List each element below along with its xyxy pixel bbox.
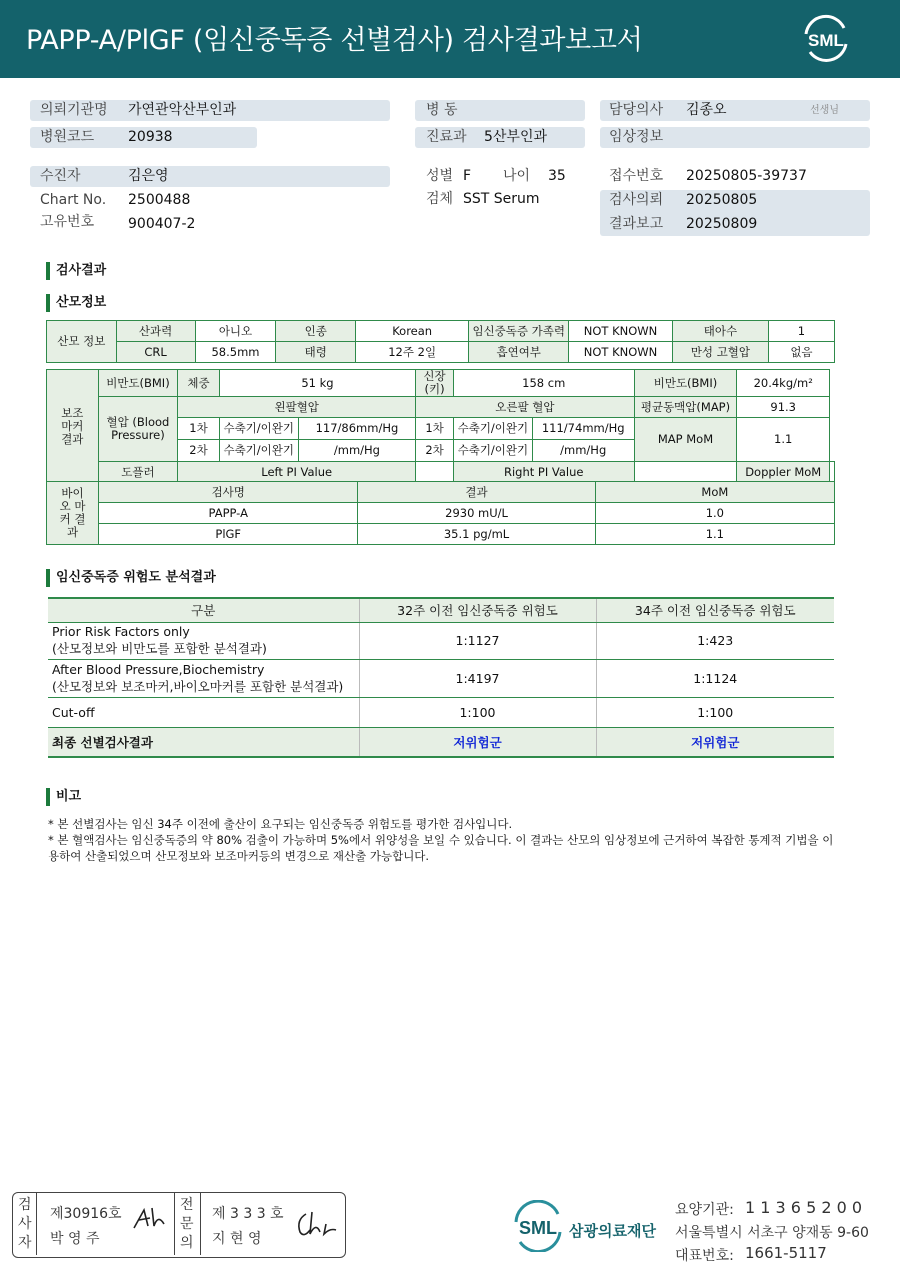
cell: 20.4kg/m²	[737, 370, 830, 397]
cell: 최종 선별검사결과	[48, 727, 359, 757]
clinical-label: 임상정보	[609, 129, 664, 145]
cell: 1:1124	[596, 659, 834, 697]
receipt-value: 20250805-39737	[686, 168, 807, 184]
cell: 흡연여부	[469, 342, 569, 363]
cell: 체중	[178, 370, 220, 397]
address: 서울특별시 서초구 양재동 9-60	[675, 1225, 869, 1241]
report-label: 결과보고	[609, 216, 664, 232]
cell: 수축기/이완기	[219, 418, 298, 440]
cell: 평균동맥압(MAP)	[634, 397, 737, 418]
section-risk: 임신중독증 위험도 분석결과	[46, 569, 216, 587]
dept-label: 진료과	[426, 129, 467, 145]
facility-code: 1 1 3 6 5 2 0 0	[745, 1198, 863, 1217]
age-label: 나이	[503, 168, 531, 184]
cell: 1:1127	[359, 622, 596, 659]
dept-value: 5산부인과	[484, 129, 548, 145]
cell: 12주 2일	[355, 342, 468, 363]
section-maternal: 산모정보	[46, 294, 106, 312]
risk-label-a: Prior Risk Factors only	[52, 624, 190, 639]
age-value: 35	[548, 168, 566, 184]
cell: 32주 이전 임신중독증 위험도	[359, 598, 596, 622]
examiner-name: 박 영 주	[50, 1231, 100, 1247]
cell: 아니오	[195, 321, 276, 342]
cell: 1차	[416, 418, 454, 440]
cell: 신장(키)	[416, 370, 454, 397]
cell: 수축기/이완기	[219, 440, 298, 462]
doctor-label: 담당의사	[609, 102, 664, 118]
divider	[174, 1193, 175, 1255]
cell: 수축기/이완기	[453, 440, 532, 462]
sex-value: F	[463, 168, 472, 184]
cell	[416, 462, 454, 483]
id-value: 900407-2	[128, 216, 196, 232]
risk-label-b: (산모정보와 비만도를 포함한 분석결과)	[52, 641, 267, 656]
bp-label: 혈압 (Blood Pressure)	[98, 397, 178, 462]
risk-row-label	[48, 659, 359, 697]
phone: 1661-5117	[745, 1244, 827, 1262]
cell: NOT KNOWN	[569, 342, 673, 363]
cell: 산과력	[116, 321, 195, 342]
cell: Right PI Value	[453, 462, 634, 483]
remark-1: * 본 선별검사는 임신 34주 이전에 출산이 요구되는 임신중독증 위험도를 평가한 검사입니다.	[48, 817, 513, 831]
cell: 구분	[48, 598, 359, 622]
final-result-32: 저위험군	[359, 727, 596, 757]
chart-value: 2500488	[128, 192, 191, 208]
patient-row	[30, 166, 390, 187]
request-value: 20250805	[686, 192, 758, 208]
cell: 35.1 pg/mL	[358, 524, 595, 545]
cell: 1.0	[595, 503, 834, 524]
cell	[634, 462, 737, 483]
cell: 태령	[276, 342, 356, 363]
cell: 1:100	[359, 697, 596, 727]
cell: 117/86mm/Hg	[298, 418, 415, 440]
section-result: 검사결과	[46, 262, 106, 280]
patient-label: 수진자	[40, 168, 81, 184]
risk-table	[48, 597, 834, 758]
report-value: 20250809	[686, 216, 758, 232]
cell: 34주 이전 임신중독증 위험도	[596, 598, 834, 622]
cell: 수축기/이완기	[453, 418, 532, 440]
cell: 2차	[416, 440, 454, 462]
cell: PAPP-A	[99, 503, 358, 524]
hospital-value: 가연관악산부인과	[128, 102, 237, 118]
code-value: 20938	[128, 129, 173, 145]
final-result-34: 저위험군	[596, 727, 834, 757]
ward-label: 병 동	[426, 102, 458, 118]
aux-marker-table	[46, 369, 835, 483]
facility-code-label: 요양기관:	[675, 1202, 734, 1218]
svg-text:SML: SML	[519, 1218, 557, 1238]
signature-2	[294, 1208, 340, 1242]
cell: 검사명	[99, 482, 358, 503]
cell: 158 cm	[453, 370, 634, 397]
cell: PlGF	[99, 524, 358, 545]
code-label: 병원코드	[40, 129, 95, 145]
cell: 없음	[768, 342, 834, 363]
specimen-label: 검체	[426, 191, 454, 207]
cell: NOT KNOWN	[569, 321, 673, 342]
cell: 비만도(BMI)	[98, 370, 178, 397]
hospital-label: 의뢰기관명	[40, 102, 108, 118]
cell: 오른팔 혈압	[416, 397, 634, 418]
cell: MAP MoM	[634, 418, 737, 462]
cell: 1:100	[596, 697, 834, 727]
cell: 1:423	[596, 622, 834, 659]
divider	[200, 1193, 201, 1255]
cell: 도플러	[98, 462, 178, 483]
cell: 1.1	[737, 418, 830, 462]
sex-label: 성별	[426, 168, 454, 184]
cell: MoM	[595, 482, 834, 503]
chart-label: Chart No.	[40, 192, 107, 208]
cell: 왼팔혈압	[178, 397, 416, 418]
cell: 1	[768, 321, 834, 342]
cell: CRL	[116, 342, 195, 363]
cell: 91.3	[737, 397, 830, 418]
examiner-vertical: 검 사 자	[18, 1197, 32, 1251]
id-label: 고유번호	[40, 214, 95, 230]
receipt-label: 접수번호	[609, 168, 664, 184]
cell: 1차	[178, 418, 220, 440]
signature-1	[130, 1204, 168, 1234]
cell: /mm/Hg	[532, 440, 634, 462]
cell: 만성 고혈압	[672, 342, 768, 363]
cell: 58.5mm	[195, 342, 276, 363]
cell: 2930 mU/L	[358, 503, 595, 524]
sml-logo	[800, 14, 852, 62]
cell: /mm/Hg	[298, 440, 415, 462]
risk-label-b: (산모정보와 보조마커,바이오마커를 포함한 분석결과)	[52, 678, 344, 694]
specialist-vertical: 전 문 의	[180, 1197, 194, 1251]
cell: Doppler MoM	[737, 462, 830, 483]
patient-value: 김은영	[128, 168, 169, 184]
maternal-group: 산모 정보	[47, 321, 117, 363]
phone-label: 대표번호:	[675, 1248, 734, 1264]
risk-label-a: After Blood Pressure,Biochemistry	[52, 661, 265, 677]
cell: Left PI Value	[178, 462, 416, 483]
divider	[36, 1193, 37, 1255]
cell: 1.1	[595, 524, 834, 545]
aux-group: 보조 마커 결과	[47, 370, 99, 483]
risk-row-label	[48, 622, 359, 659]
cell: 111/74mm/Hg	[532, 418, 634, 440]
page-title: PAPP-A/PlGF (임신중독증 선별검사) 검사결과보고서	[26, 25, 643, 56]
remark-2: * 본 혈액검사는 임신중독증의 약 80% 검출이 가능하며 5%에서 위양성을 보일 수 있습니다. 이 결과는 산모의 임상정보에 근거하여 복잡한 통계적 기법을 이용하여 산출되었으며 산모정보와 보조마커등의 변경으로 재산출 가능합니다.	[48, 833, 834, 863]
svg-text:SML: SML	[808, 31, 844, 50]
cell: 인종	[276, 321, 356, 342]
specialist-no: 제 3 3 3 호	[212, 1206, 284, 1222]
specimen-value: SST Serum	[463, 191, 540, 207]
doctor-value: 김종오	[686, 102, 727, 118]
specialist-name: 지 현 영	[212, 1231, 262, 1247]
cell: 결과	[358, 482, 595, 503]
sml-footer-logo	[510, 1200, 566, 1252]
examiner-no: 제30916호	[50, 1206, 122, 1222]
cell: 51 kg	[219, 370, 415, 397]
cell: 임신중독증 가족력	[469, 321, 569, 342]
cell: 비만도(BMI)	[634, 370, 737, 397]
maternal-table	[46, 320, 835, 363]
cell: Korean	[355, 321, 468, 342]
cell	[830, 462, 835, 483]
bio-marker-table	[46, 481, 835, 545]
cell: 1:4197	[359, 659, 596, 697]
request-label: 검사의뢰	[609, 192, 664, 208]
doctor-suffix: 선생님	[810, 105, 839, 116]
org-name: 삼광의료재단	[569, 1222, 656, 1240]
section-remarks: 비고	[46, 788, 81, 806]
cell: 태아수	[672, 321, 768, 342]
cell: 2차	[178, 440, 220, 462]
cell: Cut-off	[48, 697, 359, 727]
bio-group: 바이오 마커 결과	[47, 482, 99, 545]
